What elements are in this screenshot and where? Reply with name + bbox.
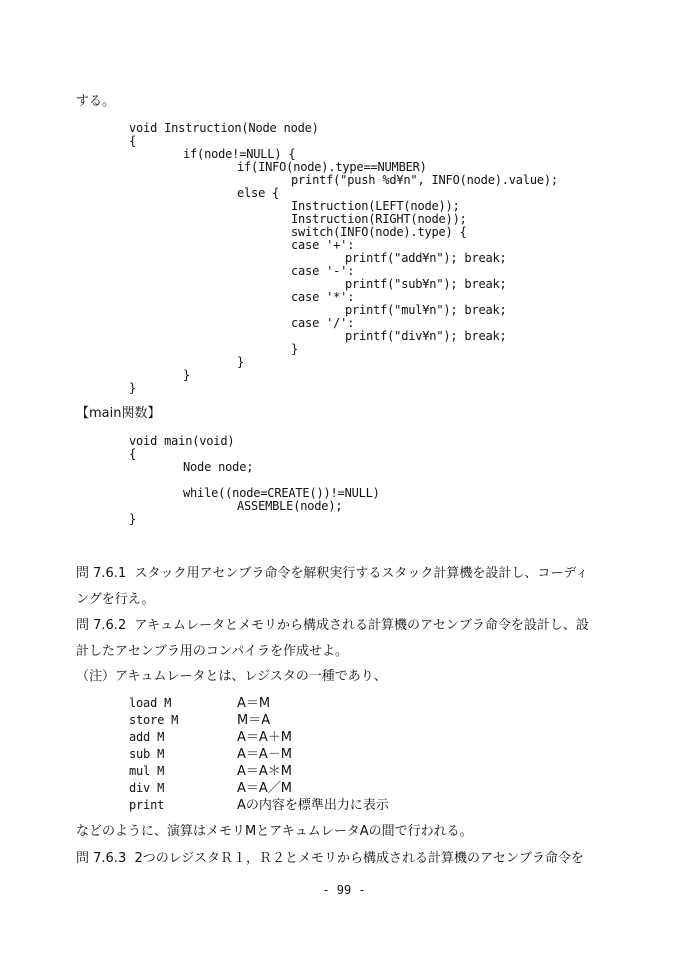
code-line: }: [129, 512, 137, 526]
instruction-meaning: Aの内容を標準出力に表示: [237, 798, 389, 813]
page-number: - 99 -: [322, 883, 366, 897]
problem-7-6-2-line2: 計したアセンブラ用のコンパイラを作成せよ。: [76, 644, 348, 659]
code-line: {: [129, 134, 137, 148]
code-line: printf("add¥n"); break;: [345, 251, 507, 265]
code-line: {: [129, 447, 137, 461]
intro-line: する。: [76, 94, 116, 109]
instruction-op: store M: [129, 713, 179, 727]
after-table-text: などのように、演算はメモリMとアキュムレータAの間で行われる。: [76, 824, 473, 839]
code-line: void main(void): [129, 434, 235, 448]
code-line: printf("div¥n"); break;: [345, 329, 507, 343]
note-accumulator: （注）アキュムレータとは、レジスタの一種であり、: [76, 669, 387, 684]
instruction-op: sub M: [129, 747, 165, 761]
instruction-op: add M: [129, 730, 165, 744]
code-line: switch(INFO(node).type) {: [291, 225, 467, 239]
code-line: ASSEMBLE(node);: [237, 499, 343, 513]
code-line: case '+':: [291, 238, 355, 252]
instruction-meaning: A＝A＋M: [237, 730, 293, 745]
code-line: else {: [237, 186, 280, 200]
code-line: }: [129, 381, 137, 395]
code-line: case '-':: [291, 264, 355, 278]
code-line: printf("mul¥n"); break;: [345, 303, 507, 317]
instruction-op: mul M: [129, 764, 165, 778]
code-line: }: [183, 368, 191, 382]
code-line: void Instruction(Node node): [129, 121, 319, 135]
code-line: if(node!=NULL) {: [183, 147, 296, 161]
instruction-op: print: [129, 798, 165, 812]
code-line: }: [291, 342, 299, 356]
problem-7-6-3-line1: 問 7.6.3 2つのレジスタＲ１，Ｒ２とメモリから構成される計算機のアセンブラ命令を: [76, 851, 584, 866]
instruction-meaning: A＝A／M: [237, 781, 293, 796]
instruction-meaning: A＝A－M: [237, 747, 293, 762]
instruction-meaning: A＝M: [237, 696, 271, 711]
code-line: printf("sub¥n"); break;: [345, 277, 507, 291]
problem-7-6-1-line1: 問 7.6.1 スタック用アセンブラ命令を解釈実行するスタック計算機を設計し、コーディ: [76, 566, 589, 581]
code-line: Node node;: [183, 460, 254, 474]
instruction-op: load M: [129, 696, 172, 710]
code-line: printf("push %d¥n", INFO(node).value);: [291, 173, 558, 187]
code-line: Instruction(LEFT(node));: [291, 199, 460, 213]
code-line: }: [237, 355, 245, 369]
code-line: Instruction(RIGHT(node));: [291, 212, 467, 226]
instruction-meaning: M＝A: [237, 713, 271, 728]
main-function-heading: 【main関数】: [76, 406, 161, 421]
code-line: if(INFO(node).type==NUMBER): [237, 160, 427, 174]
instruction-op: div M: [129, 781, 165, 795]
instruction-meaning: A＝A＊M: [237, 764, 293, 779]
code-line: case '*':: [291, 290, 355, 304]
code-line: while((node=CREATE())!=NULL): [183, 486, 380, 500]
problem-7-6-2-line1: 問 7.6.2 アキュムレータとメモリから構成される計算機のアセンブラ命令を設計し、設: [76, 618, 589, 633]
code-line: case '/':: [291, 316, 355, 330]
problem-7-6-1-line2: ングを行え。: [76, 592, 155, 607]
